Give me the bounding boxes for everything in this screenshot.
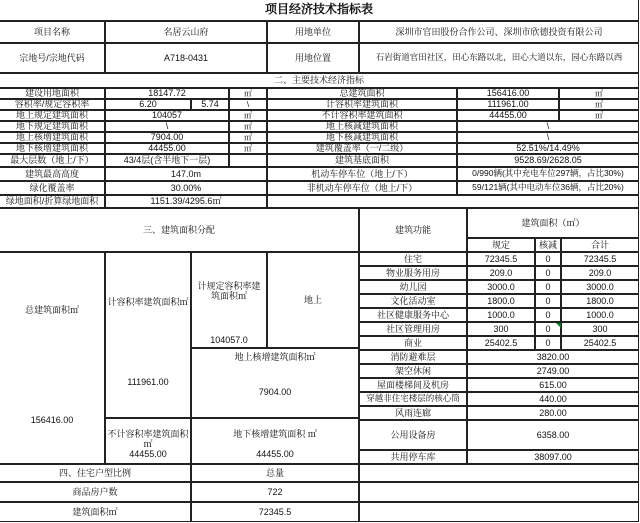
s2r-label: 计容积率建筑面积: [267, 99, 457, 110]
s2r-value: 59/121辆(其中电动车位36辆，占比20%): [457, 181, 639, 195]
function-name: 商业: [359, 336, 467, 350]
s2-label: 容积率/规定容积率: [0, 99, 105, 110]
uncounted-cell: [105, 418, 191, 464]
function-name: 社区管理用房: [359, 322, 467, 336]
uncounted-value: 44455.00: [129, 449, 167, 459]
function-name: 文化活动室: [359, 294, 467, 308]
s2-value: 43/4层(含半地下一层): [105, 154, 229, 167]
s2-value: 1151.39/4295.6㎡: [105, 195, 267, 208]
section3-title: 三、建筑面积分配: [0, 208, 359, 252]
extra-name: 消防避难层: [359, 350, 467, 364]
s2-value: 147.0m: [105, 167, 267, 181]
function-total: 3000.0: [561, 280, 639, 294]
parcel-code: A718-0431: [105, 43, 267, 73]
s2r-value: 52.51%/14.49%: [457, 143, 639, 154]
s2r-label: 非机动车停车位（地上/下）: [267, 181, 457, 195]
function-cut: 0: [535, 266, 561, 280]
s2-unit: ㎡: [229, 132, 267, 143]
s2r-unit: ㎡: [559, 88, 639, 99]
section4-total-label: 总量: [191, 464, 359, 482]
location: 石岩街道官田社区，田心东路以北，田心大道以东，园心东路以西: [359, 43, 639, 73]
extra-value: 38097.00: [467, 450, 639, 464]
function-plan: 72345.5: [467, 252, 535, 266]
function-total: 1000.0: [561, 308, 639, 322]
function-name: 幼儿园: [359, 280, 467, 294]
above-add-cell: [191, 348, 359, 418]
s2-unit: ㎡: [229, 143, 267, 154]
function-total: 72345.5: [561, 252, 639, 266]
total-area-label-cell: [0, 252, 105, 464]
s2-label: 地上核增建筑面积: [0, 132, 105, 143]
above-ground: 地上: [267, 252, 359, 348]
s2-label: 最大层数（地上/下）: [0, 154, 105, 167]
s2-label: 地下规定建筑面积: [0, 121, 105, 132]
section4-title: 四、住宅户型比例: [0, 464, 191, 482]
project-name-label: 项目名称: [0, 21, 105, 43]
counted-area-label: 计容积率建筑面积㎡: [107, 297, 189, 307]
s2-value: 104057: [105, 110, 229, 121]
below-add-cell: [191, 418, 359, 464]
s2-value-secondary: 5.74: [191, 99, 229, 110]
s2r-label: 地上核减建筑面积: [267, 121, 457, 132]
s2-label: 地下核增建筑面积: [0, 143, 105, 154]
s2-unit: \: [229, 99, 267, 110]
function-plan: 300: [467, 322, 535, 336]
function-plan: 1800.0: [467, 294, 535, 308]
function-plan: 3000.0: [467, 280, 535, 294]
function-cut: 0: [535, 252, 561, 266]
extra-value: 3820.00: [467, 350, 639, 364]
function-total: 25402.5: [561, 336, 639, 350]
s2r-value: 44455.00: [457, 110, 559, 121]
s2r-value: 0/990辆(其中充电车位297辆，占比30%): [457, 167, 639, 181]
s2-value: 6.20: [105, 99, 191, 110]
col-plan-header: 规定: [467, 238, 535, 252]
s2r-unit: ㎡: [559, 110, 639, 121]
section4-empty: [359, 464, 639, 482]
extra-name: 共用停车库: [359, 450, 467, 464]
section4-row-label: 商品房户数: [0, 482, 191, 502]
rule-area-value: 104057.0: [210, 335, 248, 345]
below-add-label: 地下核增建筑面积 ㎡: [233, 429, 317, 439]
s2-label: 地上规定建筑面积: [0, 110, 105, 121]
extra-value: 6358.00: [467, 420, 639, 450]
s2r-label: 总建筑面积: [267, 88, 457, 99]
s2-unit: [229, 154, 267, 167]
section4-row-value: 72345.5: [191, 502, 359, 522]
s2r-value: 156416.00: [457, 88, 559, 99]
function-cut: 0: [535, 280, 561, 294]
total-area-value: 156416.00: [30, 415, 74, 425]
rule-area-label: 计规定容积率建筑面积㎡: [197, 281, 261, 302]
function-total: 209.0: [561, 266, 639, 280]
s2-unit: ㎡: [229, 88, 267, 99]
function-cut: 0: [535, 336, 561, 350]
land-unit: 深圳市官田股份合作公司、深圳市欣德投资有限公司: [359, 21, 639, 43]
above-add-label: 地上核增建筑面积㎡: [234, 352, 316, 362]
land-unit-label: 用地单位: [267, 21, 359, 43]
s2-label: 绿化覆盖率: [0, 181, 105, 195]
section4-row-label: 建筑面积㎡: [0, 502, 191, 522]
rule-area-cell: [191, 252, 267, 348]
function-header: 建筑功能: [359, 208, 467, 252]
s2r-label: 机动车停车位（地上/下）: [267, 167, 457, 181]
function-name: 住宅: [359, 252, 467, 266]
s2-unit: ㎡: [229, 121, 267, 132]
s2-value: 7904.00: [105, 132, 229, 143]
s2r-value: \: [457, 132, 639, 143]
s2r-empty: [267, 195, 639, 208]
function-total: 1800.0: [561, 294, 639, 308]
extra-name: 风雨连廊: [359, 406, 467, 420]
extra-value: 615.00: [467, 378, 639, 392]
area-header: 建筑面积（㎡）: [467, 208, 639, 238]
function-name: 物业服务用房: [359, 266, 467, 280]
extra-value: 280.00: [467, 406, 639, 420]
s2r-unit: ㎡: [559, 99, 639, 110]
section4-row-value: 722: [191, 482, 359, 502]
s2-value: 44455.00: [105, 143, 229, 154]
table-title: 项目经济技术指标表: [0, 0, 639, 21]
extra-name: 架空休闲: [359, 364, 467, 378]
location-label: 用地位置: [267, 43, 359, 73]
s2r-label: 建筑基底面积: [267, 154, 457, 167]
section4-empty: [359, 482, 639, 502]
col-cut-header: 核减: [535, 238, 561, 252]
s2-value: \: [105, 121, 229, 132]
extra-name: 公用设备房: [359, 420, 467, 450]
function-plan: 1000.0: [467, 308, 535, 322]
s2-label: 建筑最高高度: [0, 167, 105, 181]
extra-name: 屋面楼梯间及机房: [359, 378, 467, 392]
extra-value: 2749.00: [467, 364, 639, 378]
s2r-label: 建筑覆盖率（一/二级）: [267, 143, 457, 154]
above-add-value: 7904.00: [258, 387, 292, 397]
function-cut: 0: [535, 322, 561, 336]
below-add-value: 44455.00: [256, 449, 294, 459]
s2-value: 30.00%: [105, 181, 267, 195]
s2-value: 18147.72: [105, 88, 229, 99]
comment-marker-icon: [556, 323, 561, 328]
s2r-value: 111961.00: [457, 99, 559, 110]
counted-area-cell: [105, 252, 191, 418]
section2-title: 二、主要技术经济指标: [0, 73, 639, 88]
s2r-value: 9528.69/2628.05: [457, 154, 639, 167]
function-total: 300: [561, 322, 639, 336]
s2-unit: ㎡: [229, 110, 267, 121]
s2r-label: 不计容积率建筑面积: [267, 110, 457, 121]
col-total-header: 合计: [561, 238, 639, 252]
function-plan: 209.0: [467, 266, 535, 280]
function-name: 社区健康服务中心: [359, 308, 467, 322]
s2r-label: 地下核减建筑面积: [267, 132, 457, 143]
function-cut: 0: [535, 308, 561, 322]
extra-name: 穿越非住宅楼层的核心筒: [359, 392, 467, 406]
section4-empty: [359, 502, 639, 522]
counted-area-value: 111961.00: [127, 377, 169, 387]
parcel-label: 宗地号/宗地代码: [0, 43, 105, 73]
function-plan: 25402.5: [467, 336, 535, 350]
s2-label: 建设用地面积: [0, 88, 105, 99]
function-cut: 0: [535, 294, 561, 308]
project-name: 名居云山府: [105, 21, 267, 43]
s2r-value: \: [457, 121, 639, 132]
total-area-label: 总建筑面积㎡: [24, 305, 79, 315]
uncounted-label: 不计容积率建筑面积㎡: [107, 429, 189, 450]
s2-label: 绿地面积/折算绿地面积: [0, 195, 105, 208]
extra-value: 440.00: [467, 392, 639, 406]
